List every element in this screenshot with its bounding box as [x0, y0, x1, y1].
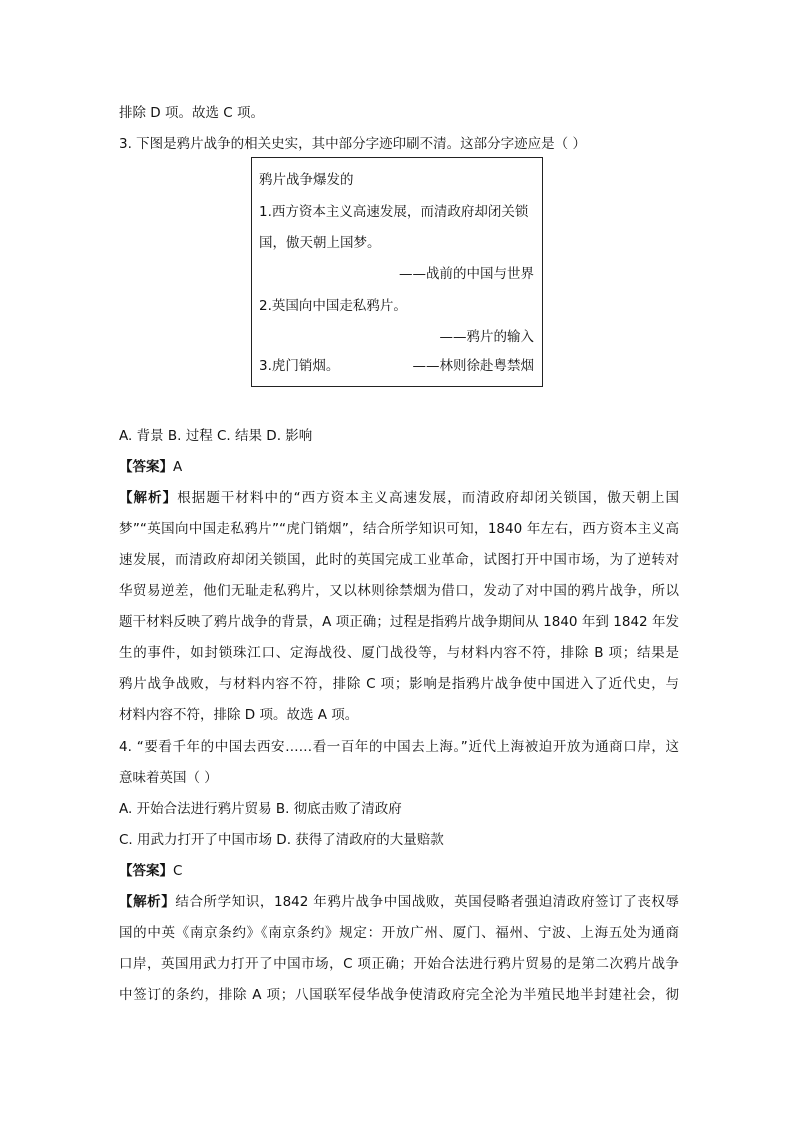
explanation-line: 中签订的条约，排除 A 项；八国联军侵华战争使清政府完全沦为半殖民地半封建社会，彻 [119, 987, 679, 1003]
explanation-text: 结合所学知识，1842 年鸦片战争中国战败，英国侵略者强迫清政府签订了丧权辱 [175, 894, 680, 910]
question-3-stem: 3. 下图是鸦片战争的相关史实，其中部分字迹印刷不清。这部分字迹应是（ ） [119, 136, 586, 152]
question-3-options: A. 背景 B. 过程 C. 结果 D. 影响 [119, 428, 313, 444]
question-4-answer [119, 862, 679, 880]
question-4-explanation [119, 893, 679, 911]
explanation-line: 题干材料反映了鸦片战争的背景，A 项正确；过程是指鸦片战争期间从 1840 年到 1842 年发 [119, 614, 679, 630]
material-source-3: ——林则徐赴粤禁烟 [412, 358, 534, 374]
material-box [251, 157, 543, 387]
material-item-1-cont: 国，傲天朝上国梦。 [259, 235, 381, 251]
material-source-2: ——鸦片的输入 [439, 329, 534, 345]
explanation-line: 材料内容不符，排除 D 项。故选 A 项。 [119, 707, 359, 723]
text-line: 排除 D 项。故选 C 项。 [119, 105, 264, 121]
answer-label: 【答案】 [119, 459, 173, 475]
answer-value: C [173, 863, 183, 879]
explanation-line: 鸦片战争战败，与材料内容不符，排除 C 项；影响是指鸦片战争使中国进入了近代史，与 [119, 676, 679, 692]
material-item-3: 3.虎门销烟。 [259, 358, 340, 374]
explanation-line: 生的事件，如封锁珠江口、定海战役、厦门战役等，与材料内容不符，排除 B 项；结果是 [119, 645, 679, 661]
question-4-stem-cont: 意味着英国（ ） [119, 770, 218, 786]
material-item-2: 2.英国向中国走私鸦片。 [259, 298, 407, 314]
explanation-text: 根据题干材料中的“西方资本主义高速发展，而清政府却闭关锁国，傲天朝上国 [177, 490, 680, 506]
question-3-answer [119, 458, 679, 476]
answer-value: A [173, 459, 183, 475]
explanation-line: 口岸，英国用武力打开了中国市场，C 项正确；开始合法进行鸦片贸易的是第二次鸦片战争 [119, 956, 679, 972]
material-item-1: 1.西方资本主义高速发展，而清政府却闭关锁 [259, 204, 529, 220]
question-3-explanation [119, 489, 679, 507]
explanation-label: 【解析】 [119, 894, 176, 910]
material-source-1: ——战前的中国与世界 [399, 266, 534, 282]
explanation-line: 梦”“英国向中国走私鸦片”“虎门销烟”，结合所学知识可知，1840 年左右，西方资本主义高 [119, 521, 679, 537]
question-4-stem: 4. “要看千年的中国去西安……看一百年的中国去上海。”近代上海被迫开放为通商口岸，这 [119, 739, 679, 755]
question-4-options-ab: A. 开始合法进行鸦片贸易 B. 彻底击败了清政府 [119, 801, 402, 817]
explanation-label: 【解析】 [119, 490, 178, 506]
explanation-line: 华贸易逆差，他们无耻走私鸦片，又以林则徐禁烟为借口，发动了对中国的鸦片战争，所以 [119, 583, 679, 599]
explanation-line: 国的中英《南京条约》《南京条约》规定：开放广州、厦门、福州、宁波、上海五处为通商 [119, 925, 679, 941]
explanation-line: 速发展，而清政府却闭关锁国，此时的英国完成工业革命，试图打开中国市场，为了逆转对 [119, 552, 679, 568]
answer-label: 【答案】 [119, 863, 173, 879]
material-title: 鸦片战争爆发的 [259, 172, 354, 188]
question-4-options-cd: C. 用武力打开了中国市场 D. 获得了清政府的大量赔款 [119, 832, 444, 848]
